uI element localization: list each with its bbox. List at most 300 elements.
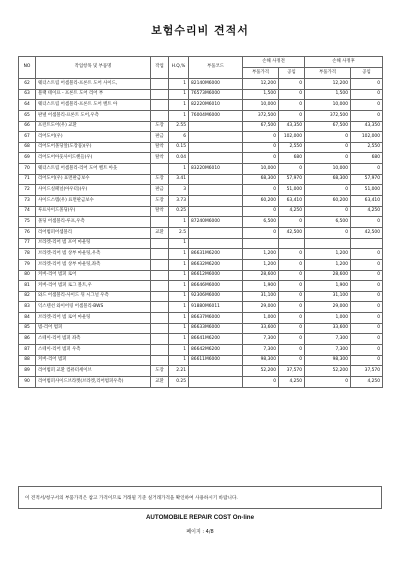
cell-partcode: 91880M6011 bbox=[189, 302, 243, 313]
cell-after-labor: 680 bbox=[351, 153, 383, 164]
page-indicator: 페이지 : 4/8 bbox=[186, 529, 214, 535]
cell-item: 커버-리어 범퍼 로어 bbox=[36, 270, 151, 281]
table-row bbox=[19, 227, 383, 238]
cell-hqty: 2.55 bbox=[169, 121, 189, 132]
cell-after-labor: 0 bbox=[351, 302, 383, 313]
cell-item: 브라켓-리어 범 상부 마운팅,우측 bbox=[36, 249, 151, 260]
cell-after-part: 10,000 bbox=[305, 164, 351, 175]
cell-before-labor: 0 bbox=[279, 217, 305, 228]
cell-before-part: 68,300 bbox=[243, 174, 279, 185]
cell-work: 판금 bbox=[151, 185, 169, 196]
cell-before-part: 31,100 bbox=[243, 291, 279, 302]
cell-after-part: 31,100 bbox=[305, 291, 351, 302]
cell-hqty: 1 bbox=[169, 281, 189, 292]
cell-before-labor: 0 bbox=[279, 89, 305, 100]
cell-after-labor: 0 bbox=[351, 79, 383, 90]
cell-after-labor: 0 bbox=[351, 334, 383, 345]
cell-after-part: 7,300 bbox=[305, 334, 351, 345]
cell-no: 80 bbox=[19, 270, 36, 281]
cell-partcode: 87240M6000 bbox=[189, 217, 243, 228]
cell-hqty: 0.25 bbox=[169, 206, 189, 217]
cell-before-part: 0 bbox=[243, 206, 279, 217]
cell-after-part: 6,500 bbox=[305, 217, 351, 228]
cell-after-part: 0 bbox=[305, 142, 351, 153]
cell-partcode bbox=[189, 185, 243, 196]
cell-before-part: 6,500 bbox=[243, 217, 279, 228]
cell-hqty: 1 bbox=[169, 355, 189, 366]
cell-item: 웨더스트립 어셈블리-리어 도어 벨트 아웃 bbox=[36, 164, 151, 175]
cell-item: 커버-리어 범퍼 bbox=[36, 355, 151, 366]
cell-hqty: 1 bbox=[169, 79, 189, 90]
table-row bbox=[19, 142, 383, 153]
cell-before-part: 0 bbox=[243, 142, 279, 153]
cell-item: 리어도어(우) bbox=[36, 132, 151, 143]
cell-no: 74 bbox=[19, 206, 36, 217]
cell-before-labor: 0 bbox=[279, 313, 305, 324]
cell-partcode bbox=[189, 174, 243, 185]
header-before-labor: 공임 bbox=[279, 68, 305, 79]
cell-before-labor: 0 bbox=[279, 355, 305, 366]
cell-partcode: 86612M6000 bbox=[189, 270, 243, 281]
cell-no: 64 bbox=[19, 100, 36, 111]
cell-before-labor: 43,350 bbox=[279, 121, 305, 132]
cell-item: 브라켓-리어 범 포어 마운팅 bbox=[36, 238, 151, 249]
cell-after-labor: 0 bbox=[351, 100, 383, 111]
cell-item: 리어도어(우) 표면판금보수 bbox=[36, 174, 151, 185]
cell-after-part: 0 bbox=[305, 376, 351, 387]
cell-before-labor: 0 bbox=[279, 249, 305, 260]
cell-item: 스테이-리어 범퍼 우측 bbox=[36, 345, 151, 356]
table-row bbox=[19, 110, 383, 121]
cell-after-part: 1,200 bbox=[305, 259, 351, 270]
cell-no: 88 bbox=[19, 355, 36, 366]
cell-after-labor: 42,500 bbox=[351, 227, 383, 238]
cell-hqty: 1 bbox=[169, 100, 189, 111]
table-row bbox=[19, 270, 383, 281]
cell-hqty: 6 bbox=[169, 132, 189, 143]
cell-after-labor: 2,550 bbox=[351, 142, 383, 153]
cell-before-labor: 2,550 bbox=[279, 142, 305, 153]
cell-item: 리어범퍼 교환 컴퓨터세이브 bbox=[36, 366, 151, 377]
cell-no: 67 bbox=[19, 132, 36, 143]
cell-hqty: 3 bbox=[169, 185, 189, 196]
cell-hqty: 1 bbox=[169, 238, 189, 249]
cell-hqty: 0.15 bbox=[169, 142, 189, 153]
cell-work: 교환 bbox=[151, 376, 169, 387]
cell-after-labor: 0 bbox=[351, 323, 383, 334]
cell-before-labor: 0 bbox=[279, 302, 305, 313]
header-after: 손해 사정후 bbox=[305, 57, 383, 68]
header-work: 작업 bbox=[151, 57, 169, 79]
cell-work bbox=[151, 249, 169, 260]
cell-no: 81 bbox=[19, 281, 36, 292]
cell-after-labor: 0 bbox=[351, 291, 383, 302]
cell-before-labor: 0 bbox=[279, 291, 305, 302]
cell-after-labor: 0 bbox=[351, 345, 383, 356]
cell-work bbox=[151, 164, 169, 175]
cell-item: 사이드스텝(우) 표면판금보수 bbox=[36, 196, 151, 207]
cell-work bbox=[151, 281, 169, 292]
table-row bbox=[19, 366, 383, 377]
cell-before-part: 1,900 bbox=[243, 281, 279, 292]
cell-after-part: 33,600 bbox=[305, 323, 351, 334]
cell-before-labor: 0 bbox=[279, 110, 305, 121]
cell-item: 몰딩 어셈블리-루프,우측 bbox=[36, 217, 151, 228]
cell-after-part: 67,500 bbox=[305, 121, 351, 132]
cell-before-labor: 102,000 bbox=[279, 132, 305, 143]
cell-before-part: 1,200 bbox=[243, 259, 279, 270]
cell-hqty: 0.04 bbox=[169, 153, 189, 164]
cell-work: 탈착 bbox=[151, 153, 169, 164]
cell-no: 82 bbox=[19, 291, 36, 302]
cell-before-part: 0 bbox=[243, 376, 279, 387]
cell-no: 79 bbox=[19, 259, 36, 270]
table-row bbox=[19, 313, 383, 324]
cell-before-part: 28,600 bbox=[243, 270, 279, 281]
cell-work bbox=[151, 291, 169, 302]
cell-before-part: 0 bbox=[243, 153, 279, 164]
cell-partcode bbox=[189, 376, 243, 387]
cell-work: 도장 bbox=[151, 121, 169, 132]
cell-partcode bbox=[189, 366, 243, 377]
disclaimer-note: 이 견적서/청구서의 부품가격은 참고 가격이므로 거래될 기준 실거래가격을 확인하여 사용하시기 바랍니다. bbox=[18, 486, 382, 509]
cell-item: 리어범퍼사이드브라켓(브라켓,리어범퍼우측) bbox=[36, 376, 151, 387]
cell-no: 90 bbox=[19, 376, 36, 387]
cell-after-labor: 0 bbox=[351, 89, 383, 100]
cell-hqty: 1 bbox=[169, 345, 189, 356]
cell-before-labor: 0 bbox=[279, 270, 305, 281]
cell-work: 탈착 bbox=[151, 142, 169, 153]
table-row bbox=[19, 355, 383, 366]
cell-partcode: 86641M6200 bbox=[189, 334, 243, 345]
cell-hqty: 1 bbox=[169, 313, 189, 324]
cell-no: 68 bbox=[19, 142, 36, 153]
cell-before-part: 29,000 bbox=[243, 302, 279, 313]
table-row bbox=[19, 206, 383, 217]
cell-before-part: 33,600 bbox=[243, 323, 279, 334]
cell-after-part: 0 bbox=[305, 185, 351, 196]
cell-after-labor: 0 bbox=[351, 259, 383, 270]
cell-no: 62 bbox=[19, 79, 36, 90]
cell-after-part: 98,300 bbox=[305, 355, 351, 366]
cell-item: 리어도어아웃사이드핸들(우) bbox=[36, 153, 151, 164]
table-row bbox=[19, 281, 383, 292]
cell-partcode: 76004M6000 bbox=[189, 110, 243, 121]
cell-after-part: 12,200 bbox=[305, 79, 351, 90]
cell-after-labor: 0 bbox=[351, 110, 383, 121]
estimate-table bbox=[18, 56, 383, 388]
table-row bbox=[19, 196, 383, 207]
cell-work bbox=[151, 100, 169, 111]
table-row bbox=[19, 185, 383, 196]
cell-item: 브라켓-리어 범 로어 마운팅 bbox=[36, 313, 151, 324]
header-item: 작업항목 및 부품명 bbox=[36, 57, 151, 79]
cell-no: 70 bbox=[19, 164, 36, 175]
cell-partcode: 82220M6010 bbox=[189, 100, 243, 111]
table-row bbox=[19, 323, 383, 334]
cell-no: 89 bbox=[19, 366, 36, 377]
cell-before-part: 52,200 bbox=[243, 366, 279, 377]
cell-after-part: 1,200 bbox=[305, 249, 351, 260]
cell-no: 84 bbox=[19, 313, 36, 324]
cell-hqty: 1 bbox=[169, 259, 189, 270]
cell-after-labor: 43,350 bbox=[351, 121, 383, 132]
cell-before-part: 1,500 bbox=[243, 89, 279, 100]
cell-after-labor: 4,250 bbox=[351, 376, 383, 387]
cell-work bbox=[151, 89, 169, 100]
document-title: 보험수리비 견적서 bbox=[151, 24, 249, 37]
table-row bbox=[19, 164, 383, 175]
cell-before-labor: 0 bbox=[279, 323, 305, 334]
cell-work: 도장 bbox=[151, 174, 169, 185]
cell-after-part: 0 bbox=[305, 206, 351, 217]
cell-after-part: 28,600 bbox=[305, 270, 351, 281]
cell-item: 판넬 어셈블리-프론트 도어,우측 bbox=[36, 110, 151, 121]
cell-hqty: 2.21 bbox=[169, 366, 189, 377]
cell-item: 브라켓-리어 범 상부 마운팅,좌측 bbox=[36, 259, 151, 270]
cell-item: 루프사이드몰딩(우) bbox=[36, 206, 151, 217]
cell-no: 66 bbox=[19, 121, 36, 132]
cell-after-part: 60,200 bbox=[305, 196, 351, 207]
cell-after-labor: 0 bbox=[351, 249, 383, 260]
header-before-partprice: 부품가격 bbox=[243, 68, 279, 79]
cell-before-part: 0 bbox=[243, 185, 279, 196]
cell-after-labor: 0 bbox=[351, 164, 383, 175]
cell-work bbox=[151, 238, 169, 249]
table-row bbox=[19, 100, 383, 111]
cell-no: 65 bbox=[19, 110, 36, 121]
cell-hqty: 3.73 bbox=[169, 196, 189, 207]
cell-partcode: 86642M6200 bbox=[189, 345, 243, 356]
cell-before-labor: 0 bbox=[279, 79, 305, 90]
cell-before-part: 12,200 bbox=[243, 79, 279, 90]
cell-before-part: 67,500 bbox=[243, 121, 279, 132]
cell-before-labor: 0 bbox=[279, 345, 305, 356]
cell-before-part: 10,000 bbox=[243, 100, 279, 111]
cell-work bbox=[151, 313, 169, 324]
cell-hqty: 1 bbox=[169, 217, 189, 228]
cell-before-labor bbox=[279, 238, 305, 249]
cell-no: 77 bbox=[19, 238, 36, 249]
cell-after-part: 68,300 bbox=[305, 174, 351, 185]
cell-work bbox=[151, 79, 169, 90]
cell-before-labor: 37,570 bbox=[279, 366, 305, 377]
cell-hqty: 1 bbox=[169, 164, 189, 175]
cell-before-labor: 4,250 bbox=[279, 376, 305, 387]
cell-hqty: 1 bbox=[169, 302, 189, 313]
cell-work bbox=[151, 345, 169, 356]
cell-hqty: 1 bbox=[169, 323, 189, 334]
cell-item: 웨더스트립 어셈블리-프론트 도어 사이드, bbox=[36, 79, 151, 90]
cell-before-part: 7,300 bbox=[243, 334, 279, 345]
cell-no: 75 bbox=[19, 217, 36, 228]
cell-before-part: 1,200 bbox=[243, 249, 279, 260]
table-row bbox=[19, 249, 383, 260]
cell-no: 63 bbox=[19, 89, 36, 100]
cell-before-part: 7,300 bbox=[243, 345, 279, 356]
cell-before-labor: 0 bbox=[279, 100, 305, 111]
header-before: 손해 사정전 bbox=[243, 57, 305, 68]
cell-item: 웨더스트립 어셈블리-프론트 도어 벨트 아 bbox=[36, 100, 151, 111]
cell-before-labor: 0 bbox=[279, 259, 305, 270]
cell-work: 도장 bbox=[151, 196, 169, 207]
cell-item: 리어도어몰딩앞(도장품)(우) bbox=[36, 142, 151, 153]
cell-no: 86 bbox=[19, 334, 36, 345]
cell-item: 와드 어셈블리-사이드 뒤 시그널 우측 bbox=[36, 291, 151, 302]
cell-before-labor: 0 bbox=[279, 164, 305, 175]
table-row bbox=[19, 132, 383, 143]
cell-before-labor: 4,250 bbox=[279, 206, 305, 217]
cell-no: 83 bbox=[19, 302, 36, 313]
cell-after-labor: 4,250 bbox=[351, 206, 383, 217]
cell-before-part: 0 bbox=[243, 132, 279, 143]
cell-after-labor: 57,970 bbox=[351, 174, 383, 185]
table-row bbox=[19, 334, 383, 345]
table-row bbox=[19, 89, 383, 100]
cell-partcode: 83220M6010 bbox=[189, 164, 243, 175]
cell-item: 리어범퍼어셈블리 bbox=[36, 227, 151, 238]
cell-after-labor: 102,000 bbox=[351, 132, 383, 143]
cell-work bbox=[151, 217, 169, 228]
cell-work bbox=[151, 302, 169, 313]
table-header-row-1 bbox=[19, 57, 383, 68]
table-row bbox=[19, 376, 383, 387]
cell-partcode bbox=[189, 238, 243, 249]
cell-partcode bbox=[189, 121, 243, 132]
cell-before-part: 0 bbox=[243, 227, 279, 238]
cell-partcode bbox=[189, 142, 243, 153]
cell-item: 사이드실패널(아우터)(우) bbox=[36, 185, 151, 196]
cell-hqty: 0.25 bbox=[169, 376, 189, 387]
header-no: NO bbox=[19, 57, 36, 79]
cell-no: 71 bbox=[19, 174, 36, 185]
cell-work bbox=[151, 355, 169, 366]
cell-after-part: 29,000 bbox=[305, 302, 351, 313]
cell-item: 블랙 테이프 - 프론트 도어 리어 부 bbox=[36, 89, 151, 100]
cell-before-part: 372,500 bbox=[243, 110, 279, 121]
cell-hqty: 3.41 bbox=[169, 174, 189, 185]
table-row bbox=[19, 345, 383, 356]
cell-after-labor: 0 bbox=[351, 355, 383, 366]
cell-before-labor: 51,000 bbox=[279, 185, 305, 196]
table-row bbox=[19, 174, 383, 185]
cell-before-labor: 57,970 bbox=[279, 174, 305, 185]
cell-work: 도장 bbox=[151, 366, 169, 377]
cell-partcode bbox=[189, 132, 243, 143]
cell-work bbox=[151, 323, 169, 334]
cell-before-part bbox=[243, 238, 279, 249]
cell-after-labor: 63,410 bbox=[351, 196, 383, 207]
cell-before-part: 60,200 bbox=[243, 196, 279, 207]
cell-before-labor: 0 bbox=[279, 334, 305, 345]
cell-partcode bbox=[189, 206, 243, 217]
cell-partcode: 86631M6200 bbox=[189, 249, 243, 260]
cell-item: 익스텐션 와이어링 어셈블리-BWS bbox=[36, 302, 151, 313]
cell-no: 73 bbox=[19, 196, 36, 207]
cell-after-part: 1,000 bbox=[305, 313, 351, 324]
cell-work: 교환 bbox=[151, 227, 169, 238]
cell-after-labor: 0 bbox=[351, 281, 383, 292]
cell-partcode bbox=[189, 196, 243, 207]
cell-after-part: 1,900 bbox=[305, 281, 351, 292]
cell-no: 72 bbox=[19, 185, 36, 196]
header-after-labor: 공임 bbox=[351, 68, 383, 79]
cell-work bbox=[151, 110, 169, 121]
cell-partcode: 76573M6000 bbox=[189, 89, 243, 100]
table-row bbox=[19, 121, 383, 132]
cell-hqty: 1 bbox=[169, 89, 189, 100]
cell-partcode: 86633M6000 bbox=[189, 323, 243, 334]
cell-item: 스테이-리어 범퍼 좌측 bbox=[36, 334, 151, 345]
cell-no: 78 bbox=[19, 249, 36, 260]
cell-before-part: 98,300 bbox=[243, 355, 279, 366]
cell-after-labor: 0 bbox=[351, 217, 383, 228]
footer-brand: AUTOMOBILE REPAIR COST On-line bbox=[145, 514, 255, 521]
cell-after-part: 10,000 bbox=[305, 100, 351, 111]
cell-after-part: 1,500 bbox=[305, 89, 351, 100]
cell-hqty: 1 bbox=[169, 249, 189, 260]
cell-hqty: 1 bbox=[169, 270, 189, 281]
cell-work bbox=[151, 259, 169, 270]
cell-partcode: 86637M6000 bbox=[189, 313, 243, 324]
cell-hqty: 2.5 bbox=[169, 227, 189, 238]
table-row bbox=[19, 79, 383, 90]
cell-no: 87 bbox=[19, 345, 36, 356]
cell-after-labor: 37,570 bbox=[351, 366, 383, 377]
cell-no: 69 bbox=[19, 153, 36, 164]
cell-partcode bbox=[189, 227, 243, 238]
table-row bbox=[19, 302, 383, 313]
header-partcode: 부품코드 bbox=[189, 57, 243, 79]
cell-partcode: 86646M6000 bbox=[189, 281, 243, 292]
cell-hqty: 1 bbox=[169, 291, 189, 302]
cell-item: 범-리어 범퍼 bbox=[36, 323, 151, 334]
cell-work: 판금 bbox=[151, 132, 169, 143]
cell-after-part: 0 bbox=[305, 227, 351, 238]
cell-after-labor: 51,000 bbox=[351, 185, 383, 196]
cell-work bbox=[151, 334, 169, 345]
table-row bbox=[19, 153, 383, 164]
table-row bbox=[19, 238, 383, 249]
cell-after-part: 0 bbox=[305, 153, 351, 164]
header-hqty: H.Q,% bbox=[169, 57, 189, 79]
table-row bbox=[19, 217, 383, 228]
table-row bbox=[19, 259, 383, 270]
cell-after-part: 372,500 bbox=[305, 110, 351, 121]
cell-after-labor: 0 bbox=[351, 270, 383, 281]
cell-work: 탈착 bbox=[151, 206, 169, 217]
header-after-partprice: 부품가격 bbox=[305, 68, 351, 79]
cell-work bbox=[151, 270, 169, 281]
table-row bbox=[19, 291, 383, 302]
cell-hqty: 1 bbox=[169, 110, 189, 121]
cell-before-part: 1,000 bbox=[243, 313, 279, 324]
cell-no: 76 bbox=[19, 227, 36, 238]
cell-partcode: 86632M6200 bbox=[189, 259, 243, 270]
cell-before-labor: 63,410 bbox=[279, 196, 305, 207]
cell-no: 85 bbox=[19, 323, 36, 334]
cell-before-part: 10,000 bbox=[243, 164, 279, 175]
cell-after-labor bbox=[351, 238, 383, 249]
cell-after-part bbox=[305, 238, 351, 249]
cell-partcode: 82140M6000 bbox=[189, 79, 243, 90]
table-body bbox=[19, 79, 383, 388]
cell-before-labor: 42,500 bbox=[279, 227, 305, 238]
cell-hqty: 1 bbox=[169, 334, 189, 345]
cell-partcode bbox=[189, 153, 243, 164]
cell-after-part: 0 bbox=[305, 132, 351, 143]
cell-after-part: 7,300 bbox=[305, 345, 351, 356]
